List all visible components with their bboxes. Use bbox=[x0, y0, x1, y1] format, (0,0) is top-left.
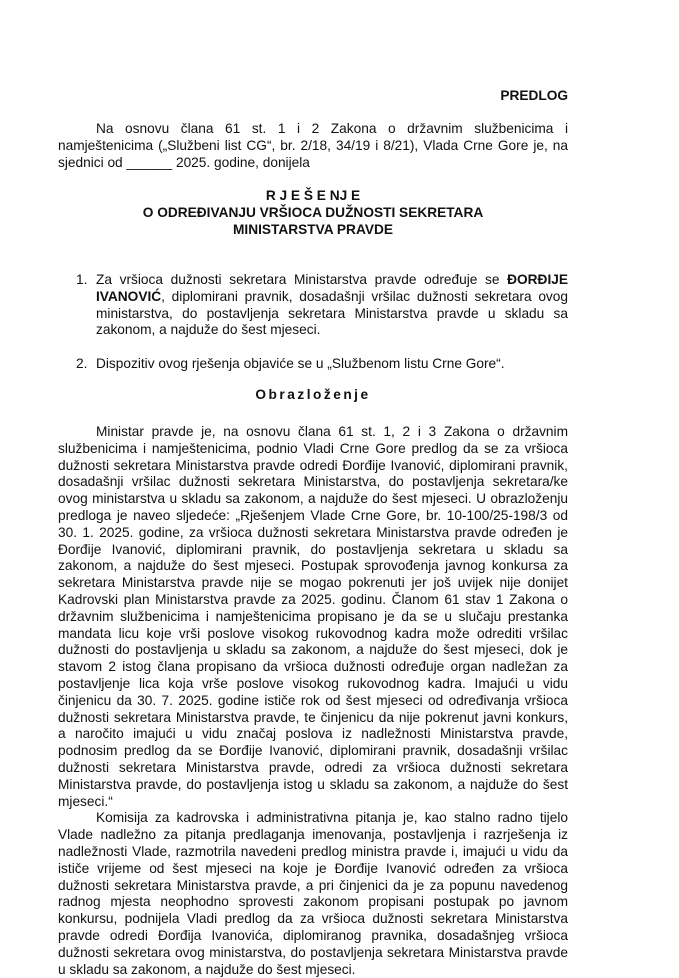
document-label: PREDLOG bbox=[500, 88, 568, 103]
intro-paragraph: Na osnovu člana 61 st. 1 i 2 Zakona o državnim službenicima i namještenicima („Službeni list CG“, br. 2/18, 34/19 i 8/21), Vlada Crne Gore je, na sjednici od ______ 2025. godine, donijela bbox=[58, 121, 568, 170]
title-line: O ODREĐIVANJU VRŠIOCA DUŽNOSTI SEKRETARA bbox=[142, 205, 484, 220]
list-item bbox=[58, 356, 568, 373]
reasoning-heading: Obrazloženje bbox=[255, 387, 371, 402]
item-text: Za vršioca dužnosti sekretara Ministarstva pravde određuje se bbox=[96, 272, 508, 287]
decision-title bbox=[58, 187, 568, 238]
reasoning-paragraph: Komisija za kadrovska i administrativna pitanja je, kao stalno radno tijelo Vlade nadležno za pitanja predlaganja imenovanja, postavljenja i razrješenja iz nadležnosti Vlade, razmotrila navedeni predlog ministra pravde i, imajući u vidu da ističe vrijeme od šest mjeseci na koje je Đorđije Ivanović određen za vršioca dužnosti sekretara Ministarstva pravde, a pri činjenici da je za popunu navedenog radnog mjesta neophodno sprovesti zakonom propisani postupak po javnom konkursu, podnijela Vladi predlog da za vršioca dužnosti sekretara Ministarstva pravde odredi Đorđija Ivanovića, diplomiranog pravnika, dosadašnjeg vršioca dužnosti sekretara ovog ministarstva, do postavljenja sekretara Ministarstva pravde u skladu sa zakonom, a najduže do šest mjeseci. bbox=[58, 810, 568, 977]
appointee-name: ĐORĐIJE IVANOVIĆ bbox=[96, 272, 568, 304]
list-number: 2. bbox=[76, 356, 88, 371]
intro-section bbox=[58, 121, 568, 171]
list-item bbox=[58, 272, 568, 339]
title-line: MINISTARSTVA PRAVDE bbox=[233, 222, 393, 237]
reasoning-body bbox=[58, 424, 568, 978]
item-text: Dispozitiv ovog rješenja objaviće se u „Službenom listu Crne Gore“. bbox=[96, 356, 505, 371]
item-text: , diplomirani pravnik, dosadašnji vršilac dužnosti sekretara ovog ministarstva, do postavljenja sekretara Ministarstva pravde u skladu sa zakonom, a najduže do šest mjeseci. bbox=[96, 288, 568, 338]
title-line: R J E Š E NJ E bbox=[265, 188, 361, 203]
list-number: 1. bbox=[76, 272, 88, 287]
reasoning-paragraph: Ministar pravde je, na osnovu člana 61 st. 1, 2 i 3 Zakona o državnim službenicima i namještenicima, podnio Vladi Crne Gore predlog da se za vršioca dužnosti sekretara Ministarstva pravde odredi Đorđije Ivanović, diplomirani pravnik, dosadašnji vršilac dužnosti sekretara Ministarstva, do postavljenja sekretara/ke ovog ministarstva u skladu sa zakonom, a najduže do šest mjeseci. U obrazloženju predloga je naveo sljedeće: „Rješenjem Vlade Crne Gore, br. 10-100/25-198/3 od 30. 1. 2025. godine, za vršioca dužnosti sekretara Ministarstva pravde određen je Đorđije Ivanović, diplomirani pravnik, do postavljenja sekretara u skladu sa zakonom, a najduže do šest mjeseci. Postupak sprovođenja javnog konkursa za sekretara Ministarstva pravde nije se mogao pokrenuti jer još uvijek nije donijet Kadrovski plan Ministarstva pravde za 2025. godinu. Članom 61 stav 1 Zakona o državnim službenicima i namještenicima propisano je da se u slučaju prestanka mandata licu koje vrši poslove visokog rukovodnog kadra može odrediti vršilac dužnosti do postavljenja u skladu sa zakonom, a najduže do šest mjeseci, dok je stavom 2 istog člana propisano da vršioca dužnosti određuje organ nadležan za postavljenje lica koja vrše poslove visokog rukovodnog kadra. Imajući u vidu činjenicu da 30. 7. 2025. godine ističe rok od šest mjeseci od određivanja vršioca dužnosti sekretara Ministarstva pravde, te činjenicu da nije pokrenut javni konkurs, a naročito imajući u vidu značaj poslova iz nadležnosti Ministarstva pravde, podnosim predlog da se Đorđije Ivanović, diplomirani pravnik, dosadašnji vršilac dužnosti sekretara Ministarstva pravde, odredi za vršioca dužnosti sekretara Ministarstva pravde, do postavljenja istog u skladu sa zakonom, a najduže do šest mjeseci.“ bbox=[58, 424, 568, 809]
